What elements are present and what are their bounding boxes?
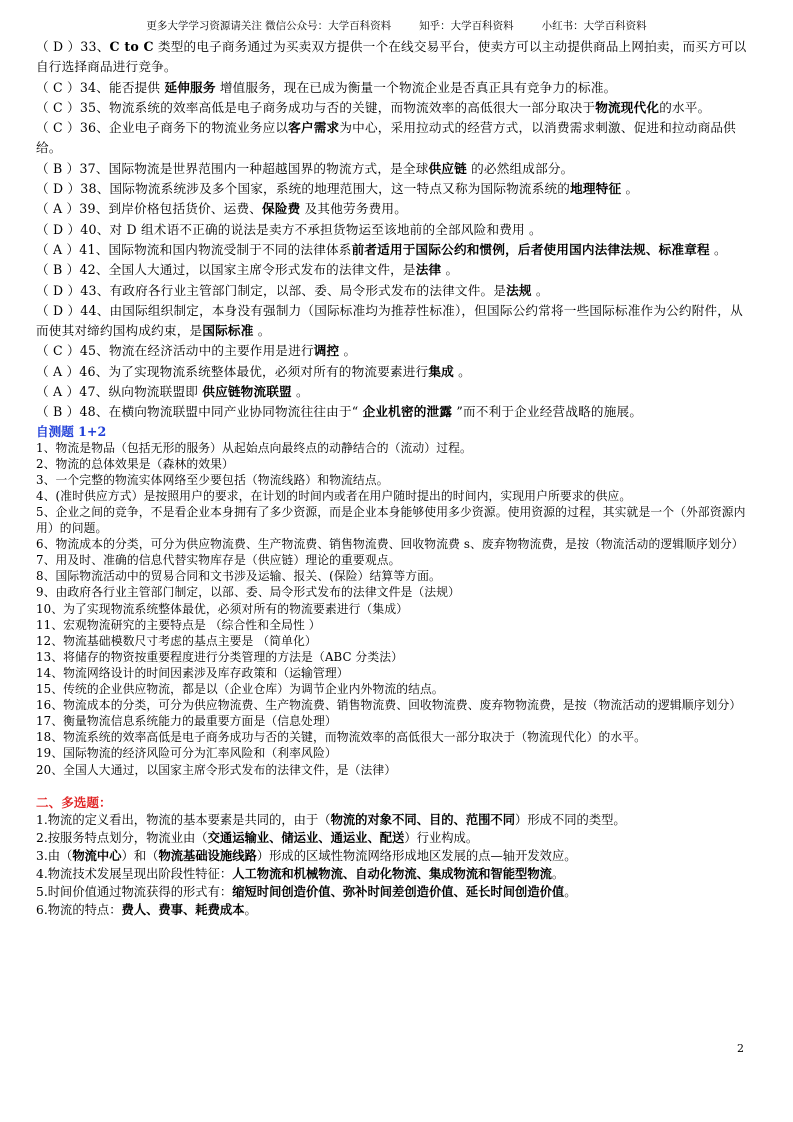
text-segment: （ C ）45、物流在经济活动中的主要作用是进行 [36,343,314,359]
text-segment: （ B ）48、在横向物流联盟中同产业协同物流往往由于“ [36,404,363,420]
question-item [36,179,748,199]
text-segment: （ B ）37、国际物流是世界范围内一种超越国界的物流方式，是全球 [36,160,429,176]
self-test-item: 6、物流成本的分类，可分为供应物流费、生产物流费、销售物流费、回收物流费 s、废弃物物流费，是按（物流活动的逻辑顺序划分） [36,537,744,552]
answer-highlight: 人工物流和机械物流、自动化物流、集成物流和智能型物流 [232,865,552,881]
section-multiple-choice-title: 二、多选题： [36,794,112,810]
self-test-item: 15、传统的企业供应物流，都是以（企业仓库）为调节企业内外物流的结点。 [36,682,444,697]
self-test-item: 18、物流系统的效率高低是电子商务成功与否的关键，而物流效率的高低很大一部分取决于（物流现代化）的水平。 [36,730,647,745]
question-item [36,260,748,280]
question-item [36,118,748,159]
multiple-choice-item [36,901,748,919]
question-item [36,301,748,342]
text-segment: 6.物流的特点： [36,903,122,918]
self-test-item: 20、全国人大通过，以国家主席令形式发布的法律文件，是（法律） [36,762,397,777]
text-segment: （ C ）35、物流系统的效率高低是电子商务成功与否的关键，而物流效率的高低很大一部分取决于 [36,99,596,115]
self-test-item: 3、一个完整的物流实体网络至少要包括（物流线路）和物流结点。 [36,472,389,487]
question-item [36,402,748,422]
text-segment: 。 [551,866,565,881]
header-xiaohongshu: 小红书：大学百科资料 [541,20,647,32]
multiple-choice-item [36,829,748,847]
text-segment: 。 [291,384,309,400]
text-segment: 4.物流技术发展呈现出阶段性特征： [36,866,233,881]
text-segment: 3.由（ [36,848,73,863]
text-segment: （ C ）36、企业电子商务下的物流业务应以 [36,120,289,136]
answer-highlight: 企业机密的泄露 [362,404,453,420]
self-test-item: 17、衡量物流信息系统能力的最重要方面是（信息处理） [36,714,337,729]
text-segment: 为中心，采用拉动式的经营方式，以消费需求刺激、促进和拉动商品供给。 [36,120,736,156]
text-segment: （ D ）40、对 D 组术语不正确的说法是卖方不承担货物运至该地前的全部风险和费用 。 [36,221,542,237]
answer-highlight: 费人、费事、耗费成本 [121,902,245,918]
answer-highlight: 国际标准 [202,323,254,339]
answer-highlight: 延伸服务 [164,79,216,95]
text-segment: 。 [453,363,471,379]
self-test-item: 12、物流基础模数尺寸考虑的基点主要是 （简单化） [36,633,317,648]
text-segment: （ A ）47、纵向物流联盟即 [36,384,203,400]
answer-highlight: 地理特征 [570,181,622,197]
self-test-item: 16、物流成本的分类，可分为供应物流费、生产物流费、销售物流费、回收物流费、废弃物物流费，是按（物流活动的逻辑顺序划分） [36,698,742,713]
question-item [36,220,748,240]
self-test-item: 11、宏观物流研究的主要特点是 （综合性和全局性 ） [36,617,321,632]
answer-highlight: 客户需求 [288,120,340,136]
self-test-item: 13、将储存的物资按重要程度进行分类管理的方法是（ABC 分类法） [36,649,404,664]
text-segment: ）行业构成。 [404,830,479,845]
text-segment: （ A ）46、为了实现物流系统整体最优，必须对所有的物流要素进行 [36,363,429,379]
header-wechat: 更多大学学习资源请关注 微信公众号：大学百科资料 [146,20,392,32]
text-segment: 增值服务，现在已成为衡量一个物流企业是否真正具有竞争力的标准。 [215,79,617,95]
question-item [36,159,748,179]
self-test-item: 4、(准时供应方式）是按照用户的要求，在计划的时间内或者在用户随时提出的时间内，实现用户所要求的供应。 [36,488,632,503]
text-segment: 。 [339,343,357,359]
multiple-choice-item [36,811,748,829]
text-segment: 。 [621,181,639,197]
self-test-item: 8、国际物流活动中的贸易合同和文书涉及运输、报关、(保险）结算等方面。 [36,569,441,584]
question-list [36,37,748,423]
text-segment: （ A ）41、国际物流和国内物流受制于不同的法律体系 [36,241,352,257]
section-self-test-title: 自测题 1+2 [36,423,107,439]
text-segment: 1.物流的定义看出，物流的基本要素是共同的，由于（ [36,812,331,827]
question-item [36,199,748,219]
text-segment: （ D ）38、国际物流系统涉及多个国家，系统的地理范围大，这一特点又称为国际物流系统的 [36,181,571,197]
self-test-list [36,440,748,778]
text-segment: 2.按服务特点划分，物流业由（ [36,830,208,845]
page-number: 2 [737,1042,744,1055]
answer-highlight: C to C [109,39,154,54]
header-zhihu: 知乎：大学百科资料 [419,20,514,32]
text-segment: 。 [441,262,459,278]
multiple-choice-item [36,865,748,883]
text-segment: ”而不利于企业经营战略的施展。 [452,404,643,420]
self-test-item: 19、国际物流的经济风险可分为汇率风险和（利率风险） [36,746,337,761]
text-segment: 的必然组成部分。 [466,160,574,176]
answer-highlight: 物流现代化 [595,99,660,115]
text-segment: ）和（ [121,848,159,863]
question-item [36,382,748,402]
answer-highlight: 前者适用于国际公约和惯例，后者使用国内法律法规、标准章程 [351,241,710,257]
question-item [36,362,748,382]
text-segment: 。 [244,903,257,918]
text-segment: （ A ）39、到岸价格包括货价、运费、 [36,201,263,217]
text-segment: 类型的电子商务通过为买卖双方提供一个在线交易平台，使卖方可以主动提供商品上网拍卖，而买方可以自行选择商品进行竞争。 [36,39,747,75]
answer-highlight: 集成 [428,363,454,379]
answer-highlight: 物流中心 [72,847,122,863]
multiple-choice-item [36,883,748,901]
answer-highlight: 物流基础设施线路 [158,847,257,863]
self-test-item: 5、企业之间的竞争，不是看企业本身拥有了多少资源，而是企业本身能够使用多少资源。使用资源的过程，其实就是一个（外部资源内用）的问题。 [36,505,746,536]
text-segment: （ D ）33、 [36,39,110,54]
self-test-item: 14、物流网络设计的时间因素涉及库存政策和（运输管理） [36,665,349,680]
text-segment: 。 [564,884,577,899]
text-segment: 的水平。 [659,99,711,115]
text-segment: 。 [253,323,271,339]
answer-highlight: 保险费 [262,201,301,217]
answer-highlight: 交通运输业、储运业、通运业、配送 [207,829,405,845]
question-item [36,78,748,98]
text-segment: ）形成的区域性物流网络形成地区发展的点—轴开发效应。 [256,848,577,863]
text-segment: 5.时间价值通过物流获得的形式有： [36,884,233,899]
text-segment: （ D ）44、由国际组织制定，本身没有强制力（国际标准均为推荐性标准），但国际公约常将一些国际标准作为公约附件，从而使其对缔约国构成约束，是 [36,302,743,339]
self-test-item: 7、用及时、准确的信息代替实物库存是（供应链）理论的重要观点。 [36,553,401,568]
self-test-item: 9、由政府各行业主管部门制定，以部、委、局令形式发布的法律文件是（法规） [36,585,460,600]
question-item [36,98,748,118]
text-segment: （ D ）43、有政府各行业主管部门制定，以部、委、局令形式发布的法律文件。是 [36,282,507,298]
page-content [36,37,748,919]
answer-highlight: 供应链 [428,160,467,176]
question-item [36,281,748,301]
answer-highlight: 物流的对象不同、目的、范围不同 [330,811,516,827]
answer-highlight: 调控 [313,343,340,359]
question-item [36,37,748,78]
text-segment: （ C ）34、能否提供 [36,79,165,95]
page-header [0,18,793,33]
self-test-item: 1、物流是物品（包括无形的服务）从起始点向最终点的动静结合的（流动）过程。 [36,440,472,455]
question-item [36,240,748,260]
question-item [36,341,748,361]
spacer [36,778,748,794]
text-segment: 及其他劳务费用。 [300,201,407,217]
self-test-item: 2、物流的总体效果是（森林的效果） [36,456,234,471]
answer-highlight: 法律 [415,262,442,278]
answer-highlight: 缩短时间创造价值、弥补时间差创造价值、延长时间创造价值 [232,883,565,899]
multiple-choice-item [36,847,748,865]
text-segment: （ B ）42、全国人大通过，以国家主席令形式发布的法律文件，是 [36,262,416,278]
multiple-choice-list [36,811,748,920]
text-segment: 。 [709,241,727,257]
answer-highlight: 供应链物流联盟 [202,384,292,400]
text-segment: ）形成不同的类型。 [515,812,626,827]
answer-highlight: 法规 [506,282,532,298]
text-segment: 。 [531,282,549,298]
self-test-item: 10、为了实现物流系统整体最优，必须对所有的物流要素进行（集成） [36,601,409,616]
